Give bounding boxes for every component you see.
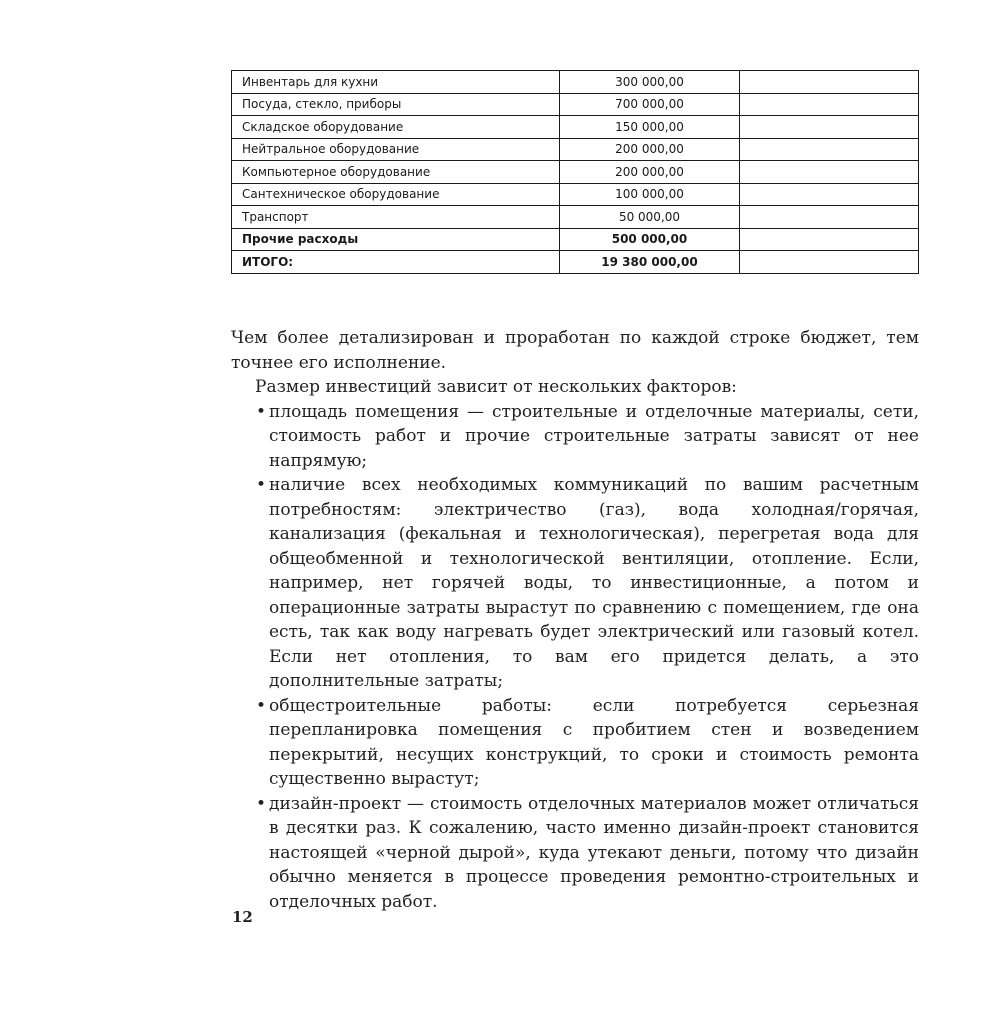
other-expenses-row [232,228,919,251]
other-expenses-label: Прочие расходы [232,228,560,251]
row-note [740,71,919,94]
other-expenses-amount: 500 000,00 [560,228,740,251]
row-note [740,161,919,184]
table-row [232,138,919,161]
row-label: Сантехническое оборудование [232,183,560,206]
table-row [232,116,919,139]
list-item-text: наличие всех необходимых коммуникаций по вашим расчетным потребностям: электричество (газ), вода холодная/горячая, канализация (фекальная и технологическая), перегретая вода для общеобменной и технологической вентиляции, отопление. Если, например, нет горячей воды, то инвестиционные, а потом и операционные затраты вырастут по сравнению с помещением, где она есть, так как воду нагревать будет электрический или газовый котел. Если нет отопления, то вам его придется делать, а это дополнительные затраты; [269,475,919,691]
table-row [232,183,919,206]
intro-paragraph: Чем более детализирован и проработан по каждой строке бюджет, тем точнее его исполнение. [231,328,919,373]
row-amount: 50 000,00 [560,206,740,229]
row-note [740,183,919,206]
other-expenses-note [740,228,919,251]
row-amount: 150 000,00 [560,116,740,139]
table-row [232,93,919,116]
row-amount: 700 000,00 [560,93,740,116]
bullet-icon: • [256,401,267,422]
row-note [740,116,919,139]
row-label: Посуда, стекло, приборы [232,93,560,116]
total-row [232,251,919,274]
factors-list [231,400,919,915]
row-note [740,93,919,116]
row-amount: 100 000,00 [560,183,740,206]
factors-paragraph: Размер инвестиций зависит от нескольких факторов: [255,377,737,397]
page-number: 12 [232,908,253,926]
budget-table [231,70,919,274]
row-label: Инвентарь для кухни [232,71,560,94]
list-item-text: площадь помещения — строительные и отделочные материалы, сети, стоимость работ и прочие строительные затраты зависят от нее напрямую; [269,401,919,471]
table-row [232,71,919,94]
list-item-text: общестроительные работы: если потребуется серьезная перепланировка помещения с пробитием стен и возведением перекрытий, несущих конструкций, то сроки и стоимость ремонта существенно вырастут; [269,695,919,789]
row-amount: 200 000,00 [560,138,740,161]
row-label: Транспорт [232,206,560,229]
row-label: Компьютерное оборудование [232,161,560,184]
row-note [740,206,919,229]
row-amount: 200 000,00 [560,161,740,184]
bullet-icon: • [256,475,267,495]
row-note [740,138,919,161]
total-note [740,251,919,274]
list-item [256,473,919,694]
list-item [256,400,919,474]
bullet-icon: • [256,695,267,716]
row-label: Нейтральное оборудование [232,138,560,161]
row-amount: 300 000,00 [560,71,740,94]
list-item [256,694,919,792]
body-text [231,326,919,914]
table-row [232,161,919,184]
list-item-text: дизайн-проект — стоимость отделочных материалов может отличаться в десятки раз. К сожалению, часто именно дизайн-проект становится настоящей «черной дырой», куда утекают деньги, потому что дизайн обычно меняется в процессе проведения ремонтно-строительных и отделочных работ. [269,793,919,912]
total-amount: 19 380 000,00 [560,251,740,274]
bullet-icon: • [256,793,267,814]
row-label: Складское оборудование [232,116,560,139]
total-label: ИТОГО: [232,251,560,274]
table-row [232,206,919,229]
list-item [256,792,919,915]
